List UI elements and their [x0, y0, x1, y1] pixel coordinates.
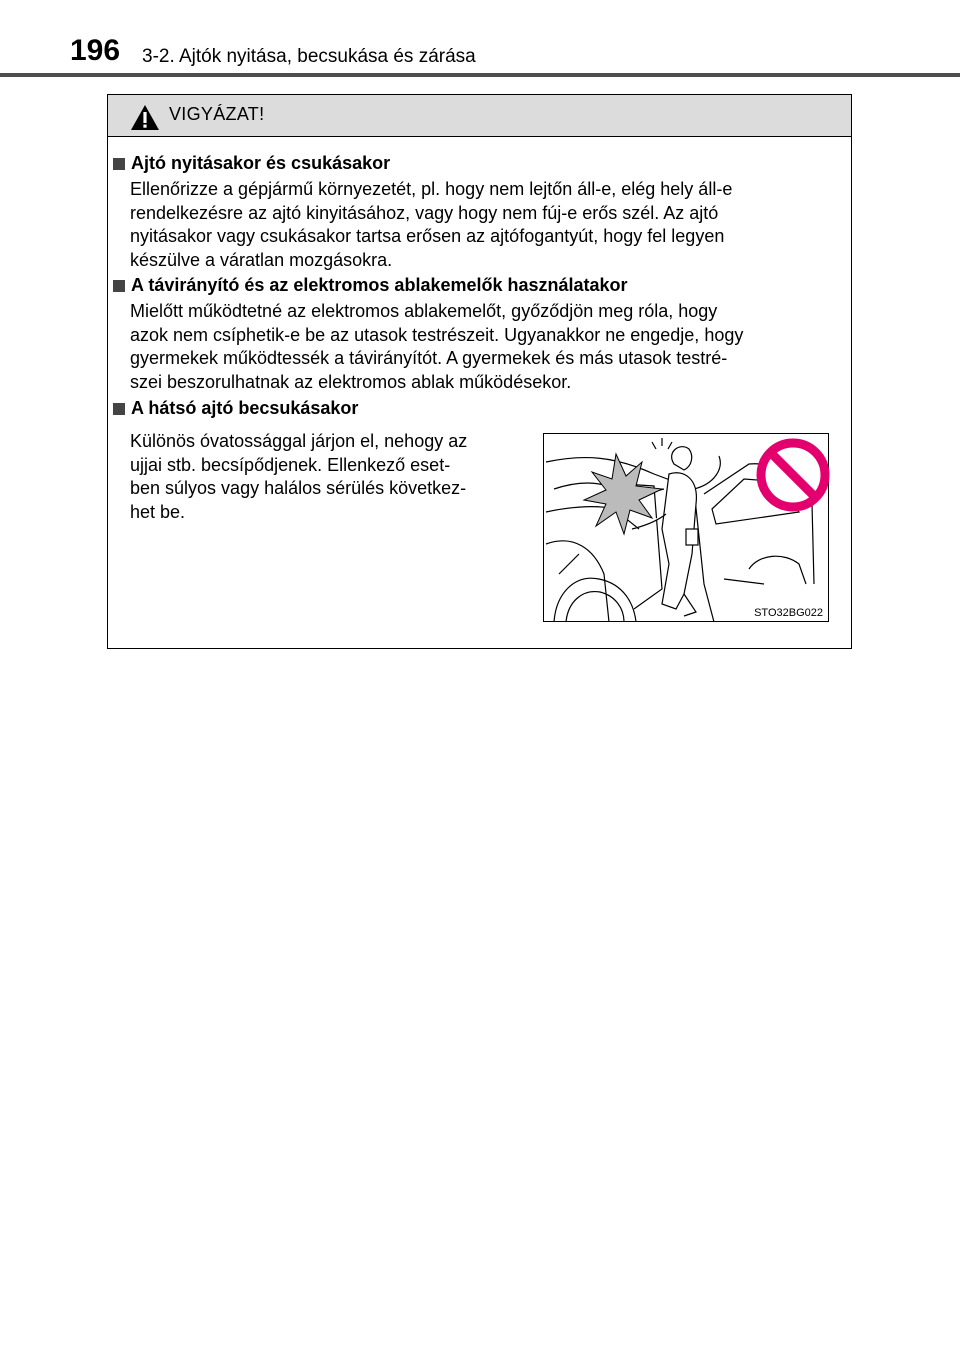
text-line: ben súlyos vagy halálos sérülés következ- — [130, 478, 467, 498]
section-heading-rear-door — [113, 398, 358, 419]
section-title: 3-2. Ajtók nyitása, becsukása és zárása — [142, 46, 476, 67]
header-rule — [0, 73, 960, 77]
text-line: het be. — [130, 501, 186, 522]
text-line: azok nem csíphetik-e be az utasok testrészeit. Ugyanakkor ne engedje, hogy — [130, 324, 744, 345]
text-line: rendelkezésre az ajtó kinyitásához, vagy hogy nem fúj-e erős szél. Az ajtó — [130, 202, 719, 223]
prohibition-icon — [756, 438, 830, 512]
page-number: 196 — [70, 34, 121, 67]
warning-triangle-icon — [130, 104, 160, 131]
text-line: ujjai stb. becsípődjenek. Ellenkező eset- — [130, 454, 451, 475]
warning-bar — [108, 95, 851, 137]
figure-code: STO32BG022 — [754, 607, 823, 619]
text-line: Különös óvatossággal járjon el, nehogy az — [130, 431, 468, 451]
text-line: nyitásakor vagy csukásakor tartsa erősen az ajtófogantyút, hogy fel legyen — [130, 226, 725, 246]
section-heading-door-opening — [113, 153, 390, 174]
paragraph-door-opening — [130, 178, 839, 272]
text-line: Mielőtt működtetné az elektromos ablakemelőt, győződjön meg róla, hogy — [130, 301, 718, 321]
warning-box — [107, 94, 852, 649]
section-heading-remote-windows — [113, 275, 628, 296]
page-header — [0, 0, 960, 80]
text-line: gyermekek működtessék a távirányítót. A gyermekek és más utasok testré- — [130, 348, 728, 368]
section-heading-text: A távirányító és az elektromos ablakemelők használatakor — [131, 275, 628, 295]
square-bullet-icon — [113, 158, 125, 170]
text-line: szei beszorulhatnak az elektromos ablak működésekor. — [130, 371, 572, 392]
text-line: készülve a váratlan mozgásokra. — [130, 249, 393, 270]
paragraph-remote-windows — [130, 300, 839, 394]
section-heading-text: Ajtó nyitásakor és csukásakor — [131, 153, 391, 173]
paragraph-rear-door — [130, 430, 518, 524]
section-heading-text: A hátsó ajtó becsukásakor — [131, 398, 359, 418]
warning-label: VIGYÁZAT! — [169, 104, 265, 124]
square-bullet-icon — [113, 403, 125, 415]
square-bullet-icon — [113, 280, 125, 292]
text-line: Ellenőrizze a gépjármű környezetét, pl. hogy nem lejtőn áll-e, elég hely áll-e — [130, 179, 733, 199]
